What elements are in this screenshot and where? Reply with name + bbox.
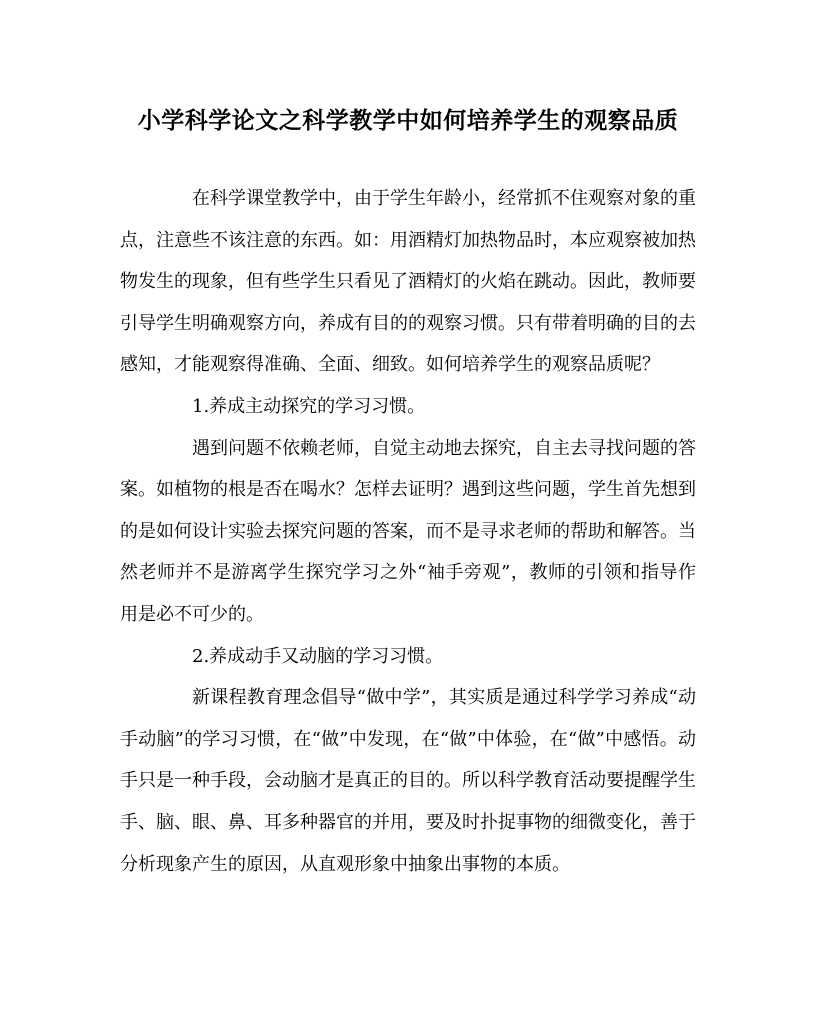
intro-paragraph: 在科学课堂教学中，由于学生年龄小，经常抓不住观察对象的重点，注意些不该注意的东西。如：用酒精灯加热物品时，本应观察被加热物发生的现象，但有些学生只看见了酒精灯的火焰在跳动。因此，教师要引导学生明确观察方向，养成有目的的观察习惯。只有带着明确的目的去感知，才能观察得准确、全面、细致。如何培养学生的观察品质呢？ xyxy=(120,188,696,376)
document-body xyxy=(120,178,696,885)
section-heading-2: 2.养成动手又动脑的学习习惯。 xyxy=(192,645,444,667)
section-1-paragraph: 遇到问题不依赖老师，自觉主动地去探究，自主去寻找问题的答案。如植物的根是否在喝水？怎样去证明？遇到这些问题，学生首先想到的是如何设计实验去探究问题的答案，而不是寻求老师的帮助和解答。当然老师并不是游离学生探究学习之外“袖手旁观”，教师的引领和指导作用是必不可少的。 xyxy=(120,437,696,625)
section-2-paragraph: 新课程教育理念倡导“做中学”，其实质是通过科学学习养成“动手动脑”的学习习惯，在“做”中发现，在“做”中体验，在“做”中感悟。动手只是一种手段，会动脑才是真正的目的。所以科学教育活动要提醒学生手、脑、眼、鼻、耳多种器官的并用，要及时扑捉事物的细微变化，善于分析现象产生的原因，从直观形象中抽象出事物的本质。 xyxy=(120,687,696,875)
section-heading-1: 1.养成主动探究的学习习惯。 xyxy=(192,395,426,417)
document-title: 小学科学论文之科学教学中如何培养学生的观察品质 xyxy=(137,107,679,134)
